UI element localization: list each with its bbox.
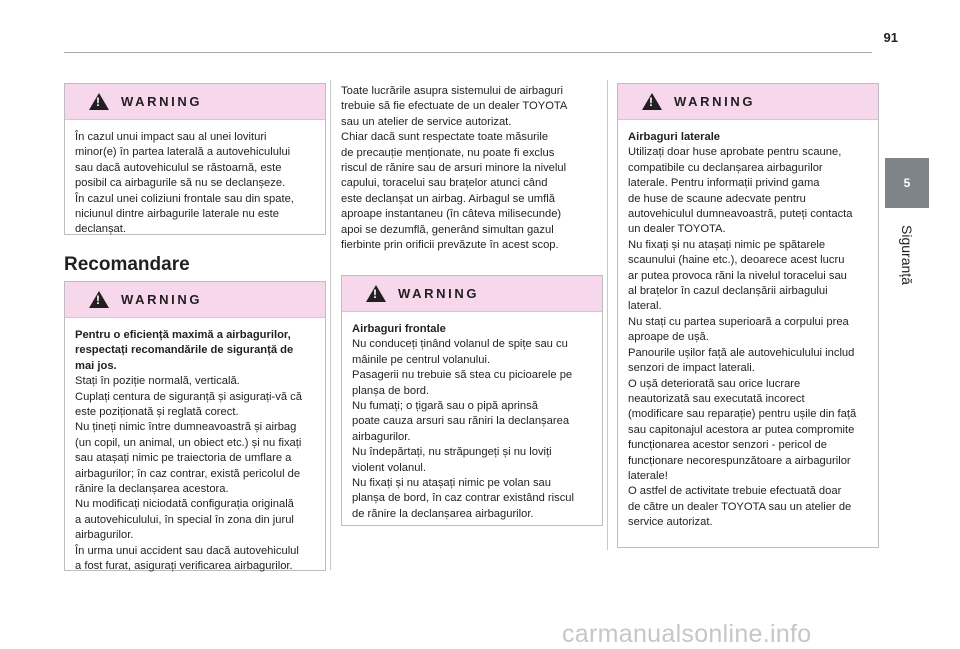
text-line: airbagurilor. (352, 430, 411, 443)
column-divider (330, 80, 331, 570)
text-line: al brațelor în cazul declanșării airbagului (628, 285, 828, 298)
text-line: mai jos. (75, 359, 117, 372)
text-line: sau dacă autovehiculul se răstoarnă, este (75, 161, 282, 174)
text-line: Nu fixați și nu atașați nimic pe spătarele (628, 238, 826, 251)
text-line: ar putea provoca răni la nivelul toracelui sau (628, 269, 847, 282)
warning-box-recommendations (64, 281, 326, 571)
warning-body (65, 120, 325, 246)
warning-lead (628, 130, 868, 145)
text-line: Utilizați doar huse aprobate pentru scaune, (628, 146, 842, 159)
warning-header (342, 276, 602, 312)
text-line: de huse de scaune adecvate pentru (628, 192, 806, 205)
text-line: Toate lucrările asupra sistemului de airbaguri (341, 85, 563, 97)
text-line: poate cauza arsuri sau răniri la declanșarea (352, 415, 570, 428)
warning-title: WARNING (121, 292, 203, 307)
section-heading: Recomandare (64, 254, 190, 275)
text-line: niciunul dintre airbagurile laterale nu este (75, 208, 279, 221)
text-line: minor(e) în partea laterală a autovehiculului (75, 146, 291, 159)
text-line: fierbinte prin orificii prevăzute în acest scop. (341, 239, 559, 252)
text-line: În cazul unui impact sau al unei lovituri (75, 131, 267, 143)
warning-body (618, 120, 878, 539)
warning-lead (75, 328, 315, 374)
warning-header (618, 84, 878, 120)
warning-body (65, 318, 325, 583)
warning-triangle-icon (642, 93, 662, 110)
chapter-label: Siguranță (899, 225, 915, 285)
intro-paragraph (341, 84, 603, 253)
text-line: neautorizată sau executată incorect (628, 392, 805, 405)
text-line: violent volanul. (352, 461, 427, 474)
warning-text (352, 337, 592, 522)
text-line: (modificare sau reparație) pentru ușile din față (628, 408, 857, 421)
warning-box-frontal (341, 275, 603, 526)
text-line: senzori de impact laterali. (628, 362, 755, 375)
text-line: În urma unui accident sau dacă autovehiculul (75, 544, 299, 557)
text-line: respectați recomandările de siguranță de (75, 344, 294, 357)
text-line: Airbaguri frontale (352, 323, 446, 335)
text-line: O ușă deteriorată sau orice lucrare (628, 377, 801, 390)
text-line: sau capitonajul acestora ar putea compromite (628, 423, 855, 436)
text-line: capului, toracelui sau brațelor atunci când (341, 177, 548, 190)
text-line: Nu fumați; o țigară sau o pipă aprinsă (352, 400, 538, 413)
warning-lead (352, 322, 592, 337)
column-divider (607, 80, 608, 550)
warning-title: WARNING (121, 94, 203, 109)
warning-header (65, 84, 325, 120)
text-line: Nu fixați și nu atașați nimic pe volan sau (352, 477, 551, 490)
text-line: funcționarea acestor senzori - pericol de (628, 439, 827, 452)
text-line: a autovehiculului, în special în zona din jurul (75, 513, 294, 526)
text-line: Nu țineți nimic între dumneavoastră și airbag (75, 421, 297, 434)
warning-box-impact (64, 83, 326, 235)
text-line: apoi se dezumflă, generând simultan gazul (341, 223, 554, 236)
warning-triangle-icon (89, 291, 109, 308)
text-line: airbagurilor. (75, 529, 134, 542)
text-line: este poziționată și reglată corect. (75, 406, 239, 419)
text-line: aproape de ușă. (628, 331, 709, 344)
text-line: un dealer TOYOTA. (628, 223, 726, 236)
text-line: sau un atelier de service autorizat. (341, 115, 512, 128)
text-line: sau atașați nimic pe traiectoria de umflare a (75, 452, 292, 465)
text-line: Stați în poziție normală, verticală. (75, 375, 240, 388)
text-line: service autorizat. (628, 516, 713, 529)
warning-title: WARNING (398, 286, 480, 301)
text-line: airbagurilor; în caz contrar, există pericolul de (75, 467, 301, 480)
text-line: Pentru o eficiență maximă a airbagurilor, (75, 329, 291, 341)
text-line: laterale. Pentru informații privind gama (628, 177, 820, 190)
text-line: autovehiculul dumneavoastră, puteți contacta (628, 208, 853, 221)
text-line: funcționare necorespunzătoare a airbagurilor (628, 454, 851, 467)
text-line: Pasagerii nu trebuie să stea cu picioarele pe (352, 369, 573, 382)
text-line: Nu îndepărtați, nu străpungeți și nu loviți (352, 446, 552, 459)
watermark: carmanualsonline.info (562, 620, 812, 648)
text-line: planșa de bord. (352, 384, 430, 397)
text-line: de precauție menționate, nu poate fi exclus (341, 146, 555, 159)
text-line: trebuie să fie efectuate de un dealer TOYOTA (341, 100, 568, 113)
text-line: declanșat. (75, 223, 126, 236)
warning-triangle-icon (366, 285, 386, 302)
text-line: Nu conduceți ținând volanul de spițe sau cu (352, 338, 568, 351)
text-line: de către un dealer TOYOTA sau un atelier de (628, 500, 852, 513)
text-line: scaunului (haine etc.), deoarece acest lucru (628, 254, 845, 267)
top-divider (64, 52, 872, 53)
text-line: a fost furat, asigurați verificarea airbagurilor. (75, 560, 293, 573)
text-line: În cazul unei coliziuni frontale sau din spate, (75, 192, 294, 205)
text-line: compatibile cu declanșarea airbagurilor (628, 161, 823, 174)
text-line: Nu stați cu partea superioară a corpului prea (628, 315, 849, 328)
text-line: mâinile pe centrul volanului. (352, 353, 491, 366)
warning-title: WARNING (674, 94, 756, 109)
text-line: Cuplați centura de siguranță și asigurați-vă că (75, 390, 302, 403)
text-line: planșa de bord, în caz contrar existând riscul (352, 492, 575, 505)
text-line: (un copil, un animal, un obiect etc.) și nu fixați (75, 436, 302, 449)
text-line: Nu modificați niciodată configurația originală (75, 498, 294, 511)
warning-box-side (617, 83, 879, 548)
warning-text (628, 145, 868, 530)
warning-text (75, 374, 315, 574)
page-number: 91 (883, 30, 898, 45)
text-line: Chiar dacă sunt respectate toate măsurile (341, 131, 549, 144)
text-line: Panourile ușilor față ale autovehiculului includ (628, 346, 855, 359)
text-line: aproape instantaneu (în câteva milisecunde) (341, 208, 562, 221)
warning-body (342, 312, 602, 530)
text-line: rănire la declanșarea acestora. (75, 483, 229, 496)
text-line: posibil ca airbagurile să nu se declanșeze. (75, 177, 286, 190)
text-line: riscul de rănire sau de arsuri minore la nivelul (341, 162, 567, 175)
text-line: O astfel de activitate trebuie efectuată doar (628, 485, 842, 498)
text-line: laterale! (628, 469, 668, 482)
text-line: lateral. (628, 300, 662, 313)
text-line: de rănire la declanșarea airbagurilor. (352, 507, 534, 520)
chapter-tab[interactable]: 5 (885, 158, 929, 208)
warning-triangle-icon (89, 93, 109, 110)
text-line: Airbaguri laterale (628, 131, 721, 143)
warning-header (65, 282, 325, 318)
text-line: este declanșat un airbag. Airbagul se umflă (341, 192, 555, 205)
